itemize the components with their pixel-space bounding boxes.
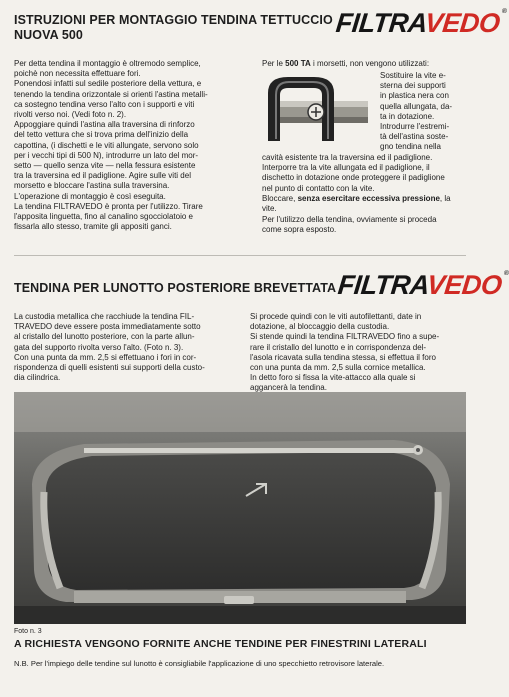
section1-right-beside-image: Sostituire la vite e- sterna dei supporti in plastica nera con quella allungata, da- ta in dotazione. Introdurre l'estremi- tà dell'astina soste- gno tendina nella <box>380 71 453 152</box>
right-intro-post: i morsetti, non vengono utilizzati: <box>310 59 430 68</box>
registered-mark: ® <box>503 270 509 277</box>
nb-note: N.B. Per l'impiego delle tendine sul lunotto è consigliabile l'applicazione di uno specchietto retrovisore laterale. <box>14 659 385 668</box>
registered-mark: ® <box>501 8 507 15</box>
bottom-heading: A RICHIESTA VENGONO FORNITE ANCHE TENDINE PER FINESTRINI LATERALI <box>14 638 427 650</box>
rear-window-photo-drawing <box>14 392 466 624</box>
right-block-bold: senza esercitare eccessiva pressione <box>297 194 440 203</box>
section2-right-column: Si procede quindi con le viti autofilettanti, date in dotazione, al bloccaggio della custodia. Si stende quindi la tendina FILTRAVEDO fino a supe- rare il cristallo del lunotto e in corrispondenza del- l'asola ricavata sulla tendina stessa, si effettua il foro con una punta da mm. 2,5 sulla cornice metallica. In detto foro si fissa la vite-attacco alla quale si aggancerà la tendina. <box>250 312 440 393</box>
section2-left-column: La custodia metallica che racchiude la tendina FIL- TRAVEDO deve essere posta immediatamente sotto al cristallo del lunotto posteriore, con la parte allun- gata del supporto rivolta verso l'alto. (Foto n. 3). Con una punta da mm. 2,5 si effettuano i fori in cor- rispondenza di quelli esistenti sui supporti della custo- dia cilindrica. <box>14 312 205 383</box>
filtravedo-logo-top <box>334 8 506 39</box>
logo-black-part: FILTRA <box>336 270 429 300</box>
right-intro-pre: Per le <box>262 59 286 68</box>
section1-title-line2: NUOVA 500 <box>14 28 83 42</box>
section-divider <box>14 255 466 256</box>
right-intro-bold: 500 TA <box>285 59 311 68</box>
right-block-post: , la vite. <box>262 194 451 214</box>
section1-right-block <box>262 194 451 214</box>
logo-red-part: VEDO <box>423 8 502 38</box>
section2-title: TENDINA PER LUNOTTO POSTERIORE BREVETTATA <box>14 281 337 295</box>
section1-left-column: Per detta tendina il montaggio è oltremodo semplice, poichè non necessita effettuare fori. Ponendosi infatti sul sedile posteriore della vettura, e tenendo la tendina orizzontale si orienti l'astina metalli- ca sostegno tendina verso l'alto con i supporti e viti rivolti verso noi. (Vedi foto n. 2). Appoggiare quindi l'astina alla traversina di rinforzo del tetto vettura che si trova prima dell'inizio della capottina, (i dischetti e le viti allungate, servono solo per i vecchi tipi di 500 N), introdurre un lato del mor- setto — quello senza vite — nella fessura esistente tra la traversina ed il padiglione. Agire sulle viti del morsetto e bloccare l'astina sulla traversina. L'operazione di montaggio è così eseguita. La tendina FILTRAVEDO è pronta per l'utilizzo. Tirare l'apposita linguetta, fino al canalino sgocciolatoio e fissarla allo stesso, tramite gli appositi ganci. <box>14 59 208 232</box>
section1-right-below-image: cavità esistente tra la traversina ed il padiglione. Interporre tra la vite allungata ed il padiglione, il dischetto in dotazione onde proteggere il padiglione nel punto di contatto con la vite. <box>262 153 445 193</box>
section1-right-intro <box>262 59 429 69</box>
bracket-illustration <box>258 71 376 149</box>
section1-title <box>14 13 333 43</box>
right-block-pre: Bloccare, <box>262 194 298 203</box>
filtravedo-logo-middle <box>336 270 508 301</box>
rear-window-photo <box>14 392 466 624</box>
logo-black-part: FILTRA <box>334 8 427 38</box>
section1-title-line1: ISTRUZIONI PER MONTAGGIO TENDINA TETTUCCIO <box>14 13 333 27</box>
section1-right-end: Per l'utilizzo della tendina, ovviamente si proceda come sopra esposto. <box>262 215 437 235</box>
logo-red-part: VEDO <box>425 270 504 300</box>
photo-caption: Foto n. 3 <box>14 628 42 635</box>
